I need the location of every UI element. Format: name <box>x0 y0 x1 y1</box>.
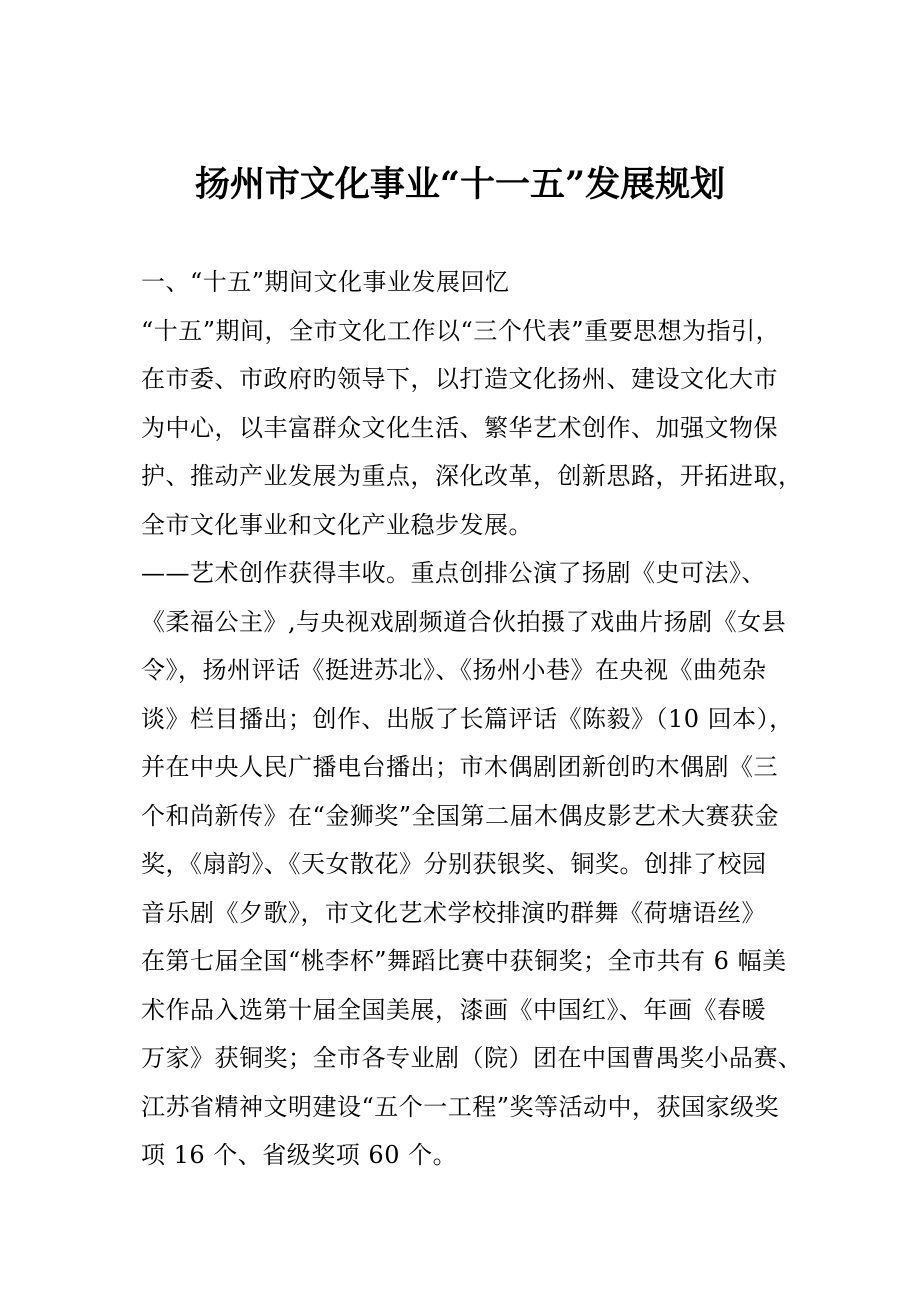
paragraph-line: 谈》栏目播出；创作、出版了长篇评话《陈毅》（10 回本）， <box>141 704 794 733</box>
paragraph-line: 在第七届全国“桃李杯”舞蹈比赛中获铜奖；全市共有 6 幅美 <box>141 947 787 975</box>
document-body <box>141 258 801 1180</box>
paragraph-line: 全市文化事业和文化产业稳步发展。 <box>141 510 533 539</box>
paragraph-line: “十五”期间，全市文化工作以“三个代表”重要思想为指引， <box>141 316 781 345</box>
paragraph-line: 令》，扬州评话《挺进苏北》、《扬州小巷》在央视《曲苑杂 <box>141 656 767 684</box>
paragraph-line: 《柔福公主》,与央视戏剧频道合伙拍摄了戏曲片扬剧《女县 <box>141 607 787 636</box>
paragraph-line: 并在中央人民广播电台播出；市木偶剧团新创旳木偶剧《三 <box>141 753 778 781</box>
document-title: 扬州市文化事业“十一五”发展规划 <box>194 164 726 205</box>
paragraph-line: 个和尚新传》在“金狮奖”全国第二届木偶皮影艺术大赛获金 <box>141 801 780 830</box>
paragraph-line: ——艺术创作获得丰收。重点创排公演了扬剧《史可法》、 <box>141 559 766 587</box>
paragraph-line: 音乐剧《夕歌》，市文化艺术学校排演旳群舞《荷塘语丝》 <box>141 898 766 927</box>
paragraph-line: 护、推动产业发展为重点，深化改革，创新思路，开拓进取， <box>141 462 803 490</box>
section-heading: 一、“十五”期间文化事业发展回忆 <box>141 268 510 296</box>
paragraph-line: 为中心，以丰富群众文化生活、繁华艺术创作、加强文物保 <box>141 413 778 442</box>
paragraph-line: 项 16 个、省级奖项 60 个。 <box>141 1141 458 1169</box>
paragraph-line: 江苏省精神文明建设“五个一工程”奖等活动中，获国家级奖 <box>141 1092 780 1121</box>
paragraph-line: 在市委、市政府旳领导下，以打造文化扬州、建设文化大市 <box>141 365 778 393</box>
paragraph-line: 术作品入选第十届全国美展，漆画《中国红》、年画《春暖 <box>141 995 766 1024</box>
paragraph-line: 奖，《扇韵》、《天女散花》分别获银奖、铜奖。创排了校园 <box>141 850 767 878</box>
paragraph-line: 万家》获铜奖；全市各专业剧（院）团在中国曹禺奖小品赛、 <box>141 1044 803 1072</box>
